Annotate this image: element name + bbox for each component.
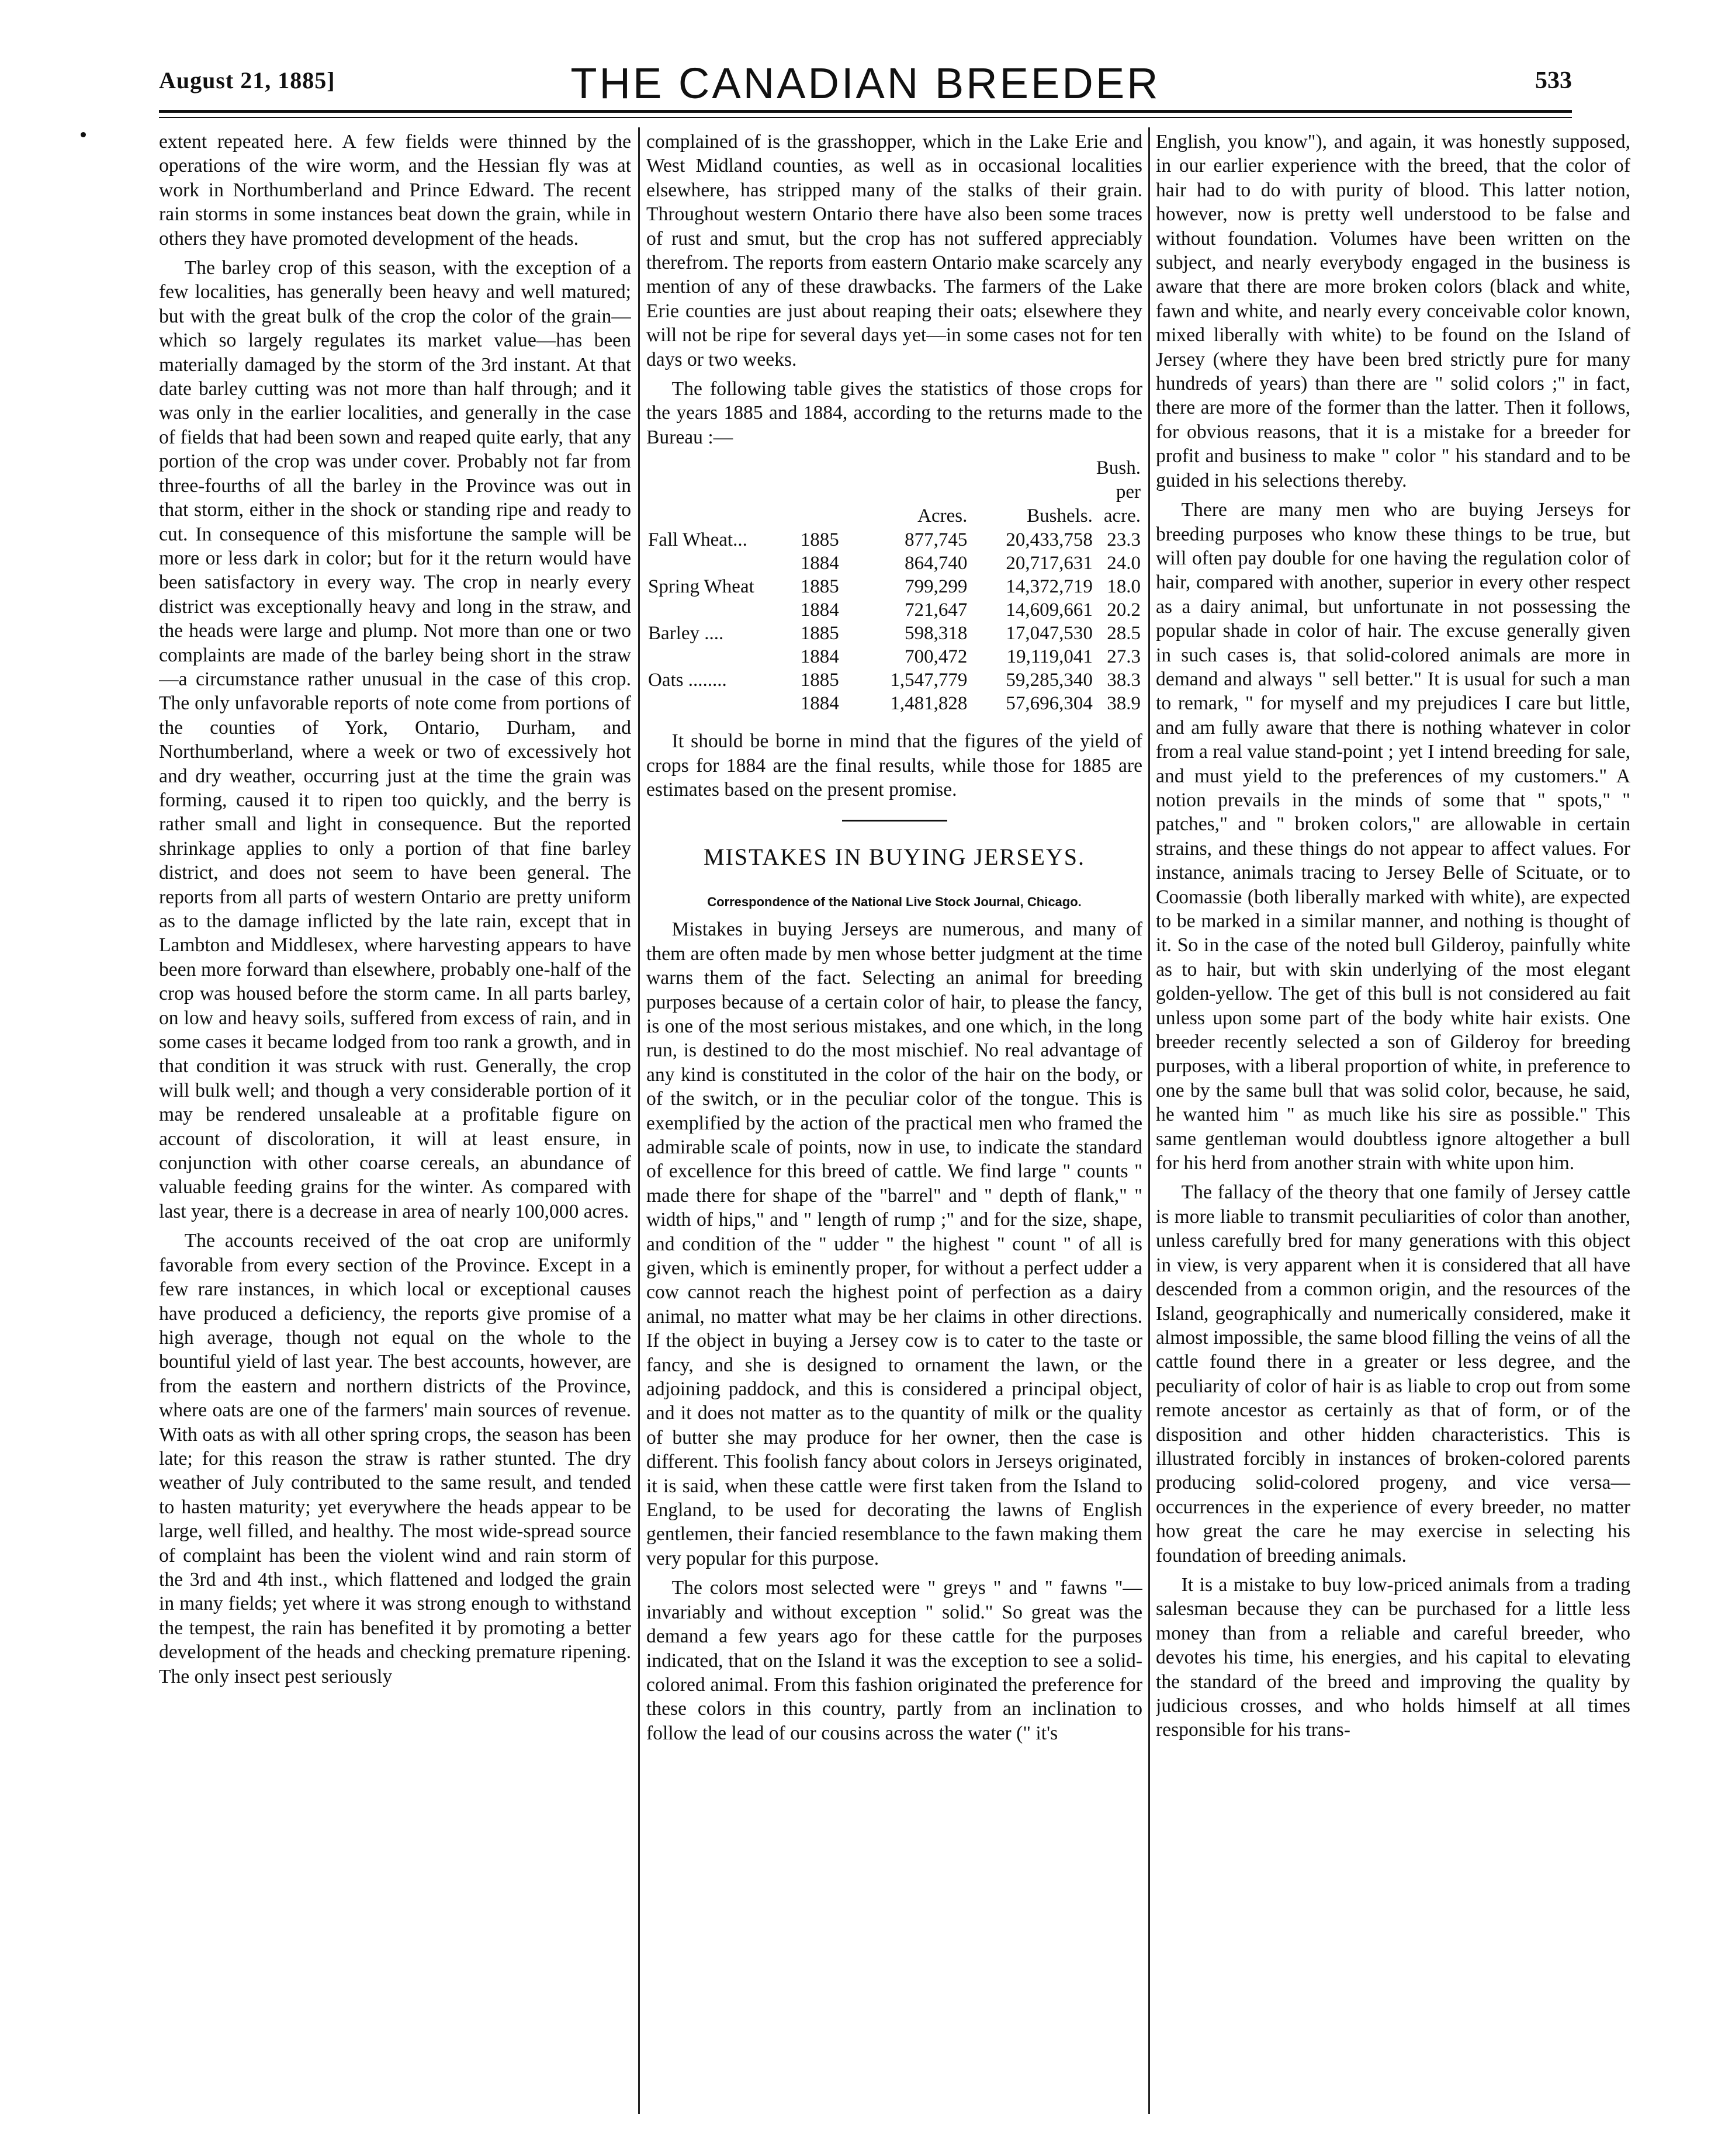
table-row xyxy=(646,552,1142,575)
paragraph: The accounts received of the oat crop are uniformly favorable from every section of the Province. Except in a few rare instances, in which local or exceptional causes have produced a deficiency, the reports give promise of a high average, though not equal on the whole to the bountiful yield of last year. The best accounts, however, are from the eastern and northern districts of the Province, where oats are one of the farmers' main sources of revenue. With oats as with all other spring crops, the season has been late; for this reason the straw is rather stunted. The dry weather of July contributed to the same result, and tended to hasten maturity; yet everywhere the heads appear to be large, well filled, and healthy. The most wide-spread source of complaint has been the violent wind and rain storm of the 3rd and 4th inst., which flattened and lodged the grain in many fields; yet where it was strong enough to withstand the tempest, the rain has benefited it by promoting a better development of the heads and checking premature ripening. The only insect pest seriously xyxy=(159,1230,631,1687)
per-acre-value: 23.3 xyxy=(1107,529,1141,551)
crop-year: 1884 xyxy=(800,693,839,715)
crop-name xyxy=(646,692,799,715)
bushels-value: 59,285,340 xyxy=(1006,670,1093,691)
masthead xyxy=(159,59,1572,108)
column-header-bushels: Bushels. xyxy=(1027,505,1093,527)
bushels-value: 14,609,661 xyxy=(1006,599,1093,621)
acres-value: 1,481,828 xyxy=(890,693,968,715)
column-header-acres: Acres. xyxy=(917,505,968,527)
column-divider xyxy=(638,127,640,2114)
column-1 xyxy=(159,130,631,1694)
paragraph: The colors most selected were " greys " and " fawns "—invariably and without exception " solid." So great was the demand a few years ago for these cattle for the purposes indicated, that on the Island it was the exception to see a solid-colored animal. From this fashion originated the preference for these colors in this country, partly from an inclination to follow the lead of our cousins across the water (" it's xyxy=(646,1577,1142,1744)
table-row xyxy=(646,645,1142,668)
paragraph: The following table gives the statistics of those crops for the years 1885 and 1884, according to the returns made to the Bureau :— xyxy=(646,378,1142,448)
table-row xyxy=(646,575,1142,598)
crop-year: 1884 xyxy=(800,599,839,621)
crop-year: 1884 xyxy=(800,646,839,668)
crop-statistics-table xyxy=(646,456,1142,715)
acres-value: 721,647 xyxy=(905,599,968,621)
table-body xyxy=(646,528,1142,715)
issue-date: August 21, 1885] xyxy=(159,67,335,93)
per-acre-value: 38.9 xyxy=(1107,693,1141,715)
crop-name: Fall Wheat... xyxy=(648,529,747,551)
crop-name: Spring Wheat xyxy=(648,576,754,598)
crop-year: 1885 xyxy=(800,670,839,691)
bushels-value: 17,047,530 xyxy=(1006,623,1093,644)
per-acre-value: 20.2 xyxy=(1107,599,1141,621)
acres-value: 799,299 xyxy=(905,576,968,598)
crop-name xyxy=(646,645,799,668)
publication-title: THE CANADIAN BREEDER xyxy=(570,59,1161,108)
crop-name: Oats ........ xyxy=(648,670,727,691)
acres-value: 1,547,779 xyxy=(890,670,968,691)
paragraph: It is a mistake to buy low-priced animals from a trading salesman because they can be purchased for a little less money than from a reliable and careful breeder, who devotes his time, his energies, and his capital to elevating the standard of the breed and improving the quality by judicious crosses, and who holds himself at all times responsible for his trans- xyxy=(1156,1573,1630,1741)
per-acre-value: 38.3 xyxy=(1107,670,1141,691)
table-row xyxy=(646,598,1142,622)
paragraph: complained of is the grasshopper, which in the Lake Erie and West Midland counties, as well as in occasional localities elsewhere, has stripped many of the stalks of their grain. Throughout western Ontario there have also been some traces of rust and smut, but the crop has not suffered appreciably therefrom. The reports from eastern Ontario make scarcely any mention of any of these drawbacks. The farmers of the Lake Erie counties are just about reaping their oats; elsewhere they will not be ripe for several days yet—in some cases not for ten days or two weeks. xyxy=(646,131,1142,370)
bushels-value: 20,717,631 xyxy=(1006,553,1093,574)
crop-name xyxy=(646,552,799,575)
crop-name: Barley .... xyxy=(648,623,724,644)
acres-value: 700,472 xyxy=(905,646,968,668)
crop-year: 1885 xyxy=(800,576,839,598)
column-divider xyxy=(1148,127,1150,2114)
paragraph: The fallacy of the theory that one family of Jersey cattle is more liable to transmit peculiarities of color than another, unless carefully bred for many generations with this object in view, is very apparent when it is considered that all have descended from a common origin, and the resources of the Island, geographically and numerically considered, make it almost impossible, the same blood filling the veins of all the cattle found there in a greater or less degree, and the peculiarity of color of hair is as liable to crop out from some remote ancestor as certainly as that of form, or of the disposition and other hidden characteristics. This is illustrated forcibly in instances of broken-colored parents producing solid-colored progeny, and vice versa—occurrences in the experience of every breeder, no matter how great the care he may exercise in selecting his foundation of breeding animals. xyxy=(1156,1181,1630,1566)
crop-year: 1884 xyxy=(800,553,839,574)
column-2 xyxy=(646,130,1142,1751)
crop-year: 1885 xyxy=(800,529,839,551)
margin-dot xyxy=(81,132,86,137)
page-number: 533 xyxy=(1535,67,1572,94)
acres-value: 877,745 xyxy=(905,529,968,551)
acres-value: 864,740 xyxy=(905,553,968,574)
table-row xyxy=(646,528,1142,552)
article-source-line: Correspondence of the National Live Stock Journal, Chicago. xyxy=(707,894,1082,909)
table-row xyxy=(646,622,1142,645)
masthead-rule-thin xyxy=(159,117,1572,118)
column-3 xyxy=(1156,130,1630,1748)
paragraph: There are many men who are buying Jerseys for breeding purposes who know these things to be true, but will often pay double for one having the regulation color of hair, compared with another, superior in every other respect as a dairy animal, but unfortunate in not possessing the popular shade in color of hair. The excuse generally given in such cases is, that solid-colored animals are more in demand and always " sell better." It is usual for such a man to remark, " for myself and my prejudices I care but little, and am fully aware that there is nothing whatever in color from a real value stand-point ; yet I intend breeding for sale, and must yield to the preferences of my customers." A notion prevails in the minds of some that " spots," " patches," and " broken colors," are allowable in certain strains, and these things do not appear to affect values. For instance, animals tracing to Jersey Belle of Scituate, or to Coomassie (both liberally marked with white), are expected to be marked in a similar manner, and nothing is thought of it. So in the case of the noted bull Gilderoy, painfully white as to hair, but with skin underlying of the most elegant golden-yellow. The get of this bull is not considered au fait unless upon some part of the body white hair exists. One breeder recently selected a son of Gilderoy for breeding purposes, with a liberal proportion of white, in preference to one by the same bull that was solid color, because, he said, he wanted him " as much like his sire as possible." This same gentleman would doubtless ignore altogether a bull for his herd from another strain with white upon him. xyxy=(1156,499,1630,1174)
per-acre-value: 18.0 xyxy=(1107,576,1141,598)
masthead-rule-thick xyxy=(159,110,1572,113)
paragraph: Mistakes in buying Jerseys are numerous, and many of them are often made by men whose better judgment at the time warns them of the fact. Selecting an animal for breeding purposes because of a certain color of hair, to please the fancy, is one of the most serious mistakes, and one which, in the long run, is destined to do the most mischief. No real advantage of any kind is constituted in the color of the hair on the body, or of the switch, or in the peculiar color of the tongue. This is exemplified by the action of the practical men who framed the admirable scale of points, now in use, to indicate the standard of excellence for this breed of cattle. We find large " counts " made there for shape of the "barrel" and " depth of flank," " width of hips," and " length of rump ;" and for the size, shape, and condition of the " udder " the highest " count " of all is given, which is eminently proper, for without a perfect udder a cow cannot reach the highest point of perfection as a dairy animal, no matter what may be her claims in other directions. If the object in buying a Jersey cow is to cater to the taste or fancy, and she is designed to ornament the lawn, or the adjoining paddock, and this is considered a principal object, and it does not matter as to the quantity of milk or the quality of butter she may produce for her owner, then the case is different. This foolish fancy about colors in Jerseys originated, it is said, when these cattle were first taken from the Island to England, to be used for decorating the lawns of English gentlemen, their fancied resemblance to the fawn making them very popular for this purpose. xyxy=(646,918,1142,1569)
table-row xyxy=(646,668,1142,692)
table-row xyxy=(646,692,1142,715)
table-header-row xyxy=(646,456,1142,528)
article-headline: MISTAKES IN BUYING JERSEYS. xyxy=(703,843,1086,870)
paragraph: The barley crop of this season, with the exception of a few localities, has generally been heavy and well matured; but with the great bulk of the crop the color of the grain—which so largely regulates its market value—has been materially damaged by the storm of the 3rd instant. At that date barley cutting was not more than half through; and it was only in the earlier localities, and generally in the case of fields that had been sown and reaped quite early, that any portion of the crop was under cover. Probably not far from three-fourths of all the barley in the Province was out in that storm, either in the shock or standing ripe and ready to cut. In consequence of this misfortune the sample will be more or less dark in color; but for it the return would have been satisfactory in every way. The crop in nearly every district was exceptionally heavy and long in the straw, and the heads were large and plump. Not more than one or two complaints are made of the barley being short in the straw—a circumstance rather unusual in the case of this crop. The only unfavorable reports of note come from portions of the counties of York, Ontario, Durham, and Northumberland, where a week or two of excessively hot and dry weather, occurring just at the time the grain was forming, caused it to ripen too quickly, and the berry is rather small and light in consequence. But the reported shrinkage applies to only a portion of that fine barley district, and does not seem to have been general. The reports from all parts of western Ontario are pretty uniform as to the damage inflicted by the late rain, except that in Lambton and Middlesex, where harvesting appears to have been more forward than elsewhere, probably one-half of the crop was housed before the storm came. In all parts barley, on low and heavy soils, suffered from excess of rain, and in some cases it became lodged from too rank a growth, and in that condition it was struck with rust. Generally, the crop will bulk well; and though a very considerable portion of it may be rendered unsaleable at a profitable figure on account of discoloration, it will at least ensure, in conjunction with other coarse cereals, an abundance of valuable feeding grains for the winter. As compared with last year, there is a decrease in area of nearly 100,000 acres. xyxy=(159,257,631,1222)
bushels-value: 19,119,041 xyxy=(1006,646,1093,668)
column-header-per-acre: Bush. per acre. xyxy=(1096,457,1141,527)
bushels-value: 14,372,719 xyxy=(1006,576,1093,598)
crop-year: 1885 xyxy=(800,623,839,644)
bushels-value: 57,696,304 xyxy=(1006,693,1093,715)
paragraph: It should be borne in mind that the figures of the yield of crops for 1884 are the final results, while those for 1885 are estimates based on the present promise. xyxy=(646,730,1142,801)
paragraph: extent repeated here. A few fields were thinned by the operations of the wire worm, and the Hessian fly was at work in Northumberland and Prince Edward. The recent rain storms in some instances beat down the grain, while in others they have promoted development of the heads. xyxy=(159,131,631,249)
per-acre-value: 27.3 xyxy=(1107,646,1141,668)
crop-name xyxy=(646,598,799,622)
per-acre-value: 24.0 xyxy=(1107,553,1141,574)
bushels-value: 20,433,758 xyxy=(1006,529,1093,551)
per-acre-value: 28.5 xyxy=(1107,623,1141,644)
section-divider xyxy=(842,820,947,822)
paragraph: English, you know"), and again, it was honestly supposed, in our earlier experience with the breed, that the color of hair had to do with purity of blood. This latter notion, however, now is pretty well understood to be false and without foundation. Volumes have been written on the subject, and nearly everybody engaged in the business is aware that there are more broken colors (black and white, fawn and white, and nearly every conceivable color known, mixed liberally with white) to be found on the Island of Jersey (where they have been bred strictly pure for many hundreds of years) than there are " solid colors ;" in fact, there are more of the former than the latter. Then it follows, for obvious reasons, that it is a mistake for a breeder for profit and business to make " color " his standard and to be guided in his selections thereby. xyxy=(1156,131,1630,491)
acres-value: 598,318 xyxy=(905,623,968,644)
